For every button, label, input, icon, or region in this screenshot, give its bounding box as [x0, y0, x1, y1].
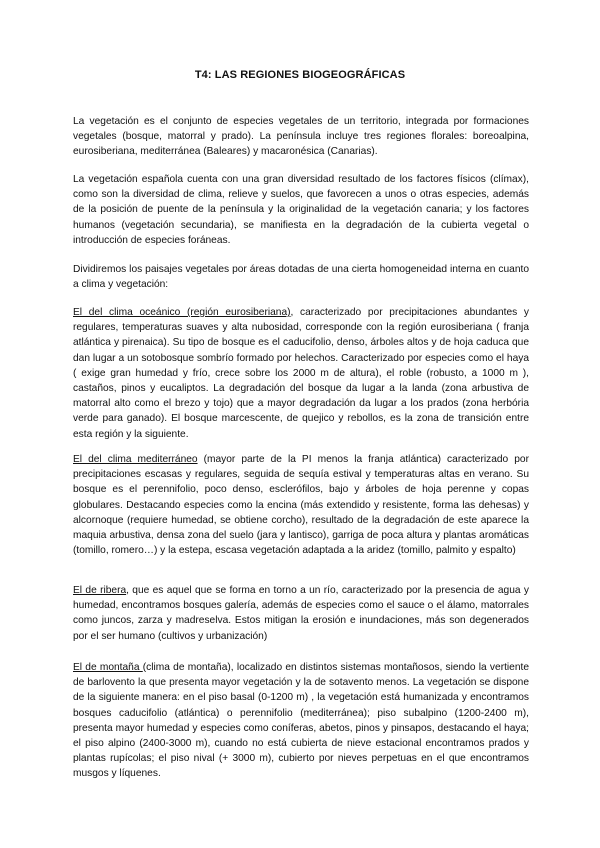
paragraph-montana	[73, 660, 529, 782]
section-heading-montana: El de montaña	[73, 662, 143, 673]
section-heading-oceanico: El del clima oceánico (región eurosiberiana)	[73, 307, 291, 318]
paragraph-text: Dividiremos los paisajes vegetales por áreas dotadas de una cierta homogeneidad interna en cuanto a clima y vegetación:	[73, 264, 529, 291]
paragraph-text: , caracterizado por precipitaciones abundantes y regulares, temperaturas suaves y alta nubosidad, corresponde con la región eurosiberiana ( franja atlántica y pirenaica). Su tipo de bosque es el caducifolio, denso, árboles altos y de hoja caduca que dan lugar a un sotobosque sombrío formado por helechos. Caracterizado por especies como el haya ( exige gran humedad y frío, crece sobre los 2000 m de altura), el roble (robusto, a 1000 m ), castaños, pinos y eucaliptos. La degradación del bosque da lugar a la landa (zona arbustiva de matorral alto como el brezo y tojo) que a mayor degradación da lugar a los prados (zona herbória verde para ganado). El bosque marcescente, de quejico y rebollos, es la zona de transición entre esta región y la siguiente.	[73, 307, 529, 440]
paragraph-text: , que es aquel que se forma en torno a un río, caracterizado por la presencia de agua y humedad, encontramos bosques galería, además de especies como el sauce o el álamo, matorrales como juncos, zarza y madreselva. Estos mitigan la erosión e inundaciones, más son degenerados por el ser humano (cultivos y urbanización)	[73, 585, 529, 642]
section-heading-ribera: El de ribera	[73, 585, 127, 596]
paragraph-mediterraneo	[73, 452, 529, 558]
paragraph-ribera	[73, 583, 529, 644]
paragraph-paisajes	[73, 262, 529, 292]
paragraph-text: La vegetación española cuenta con una gran diversidad resultado de los factores físicos (clímax), como son la diversidad de clima, relieve y suelos, que favorecen a unos o otras especies, además de la posición de puente de la península y la originalidad de la vegetación canaria; y los factores humanos (vegetación secundaria), se manifiesta en la degradación de la cubierta vegetal o introducción de especies foráneas.	[73, 174, 529, 246]
paragraph-diversidad	[73, 172, 529, 248]
paragraph-text: (mayor parte de la PI menos la franja atlántica) caracterizado por precipitaciones escasas y regulares, seguida de sequía estival y temperaturas altas en verano. Su bosque es el perennifolio, poco denso, esclerófilos, bajo y árboles de hoja perenne y copas globulares. Destacando especies como la encina (más extendido y resistente, forma las dehesas) y alcornoque (requiere humedad, se obtiene corcho), resultado de la degradación de este aparece la maquia arbustiva, densa zona del suelo (jara y lantisco), garriga de poca altura y plantas aromáticas (tomillo, romero…) y la estepa, escasa vegetación adaptada a la aridez (tomillo, palmito y espalto)	[73, 454, 529, 557]
section-heading-mediterraneo: El del clima mediterráneo	[73, 454, 198, 465]
page-title: T4: LAS REGIONES BIOGEOGRÁFICAS	[194, 69, 406, 81]
paragraph-text: La vegetación es el conjunto de especies vegetales de un territorio, integrada por formaciones vegetales (bosque, matorral y prado). La península incluye tres regiones florales: boreoalpina, eurosiberiana, mediterránea (Baleares) y macaronésica (Canarias).	[73, 116, 529, 158]
paragraph-text: (clima de montaña), localizado en distintos sistemas montañosos, siendo la vertiente de barlovento la que presenta mayor vegetación y la de sotavento menos. La vegetación se dispone de la siguiente manera: en el piso basal (0-1200 m) , la vegetación está humanizada y encontramos bosques caducifolio (atlántica) o perennifolio (mediterránea); piso subalpino (1200-2400 m), presenta mayor humedad y especies como coníferas, abetos, pinos y pinsapos, destacando el haya; el piso alpino (2400-3000 m), cuando no está cubierta de nieve estacional encontramos prados y plantas rupícolas; el piso nival (+ 3000 m), cubierto por nieves perpetuas en el que encontramos musgos y líquenes.	[73, 662, 530, 780]
paragraph-oceanico	[73, 305, 529, 442]
paragraph-definicion	[73, 114, 529, 160]
